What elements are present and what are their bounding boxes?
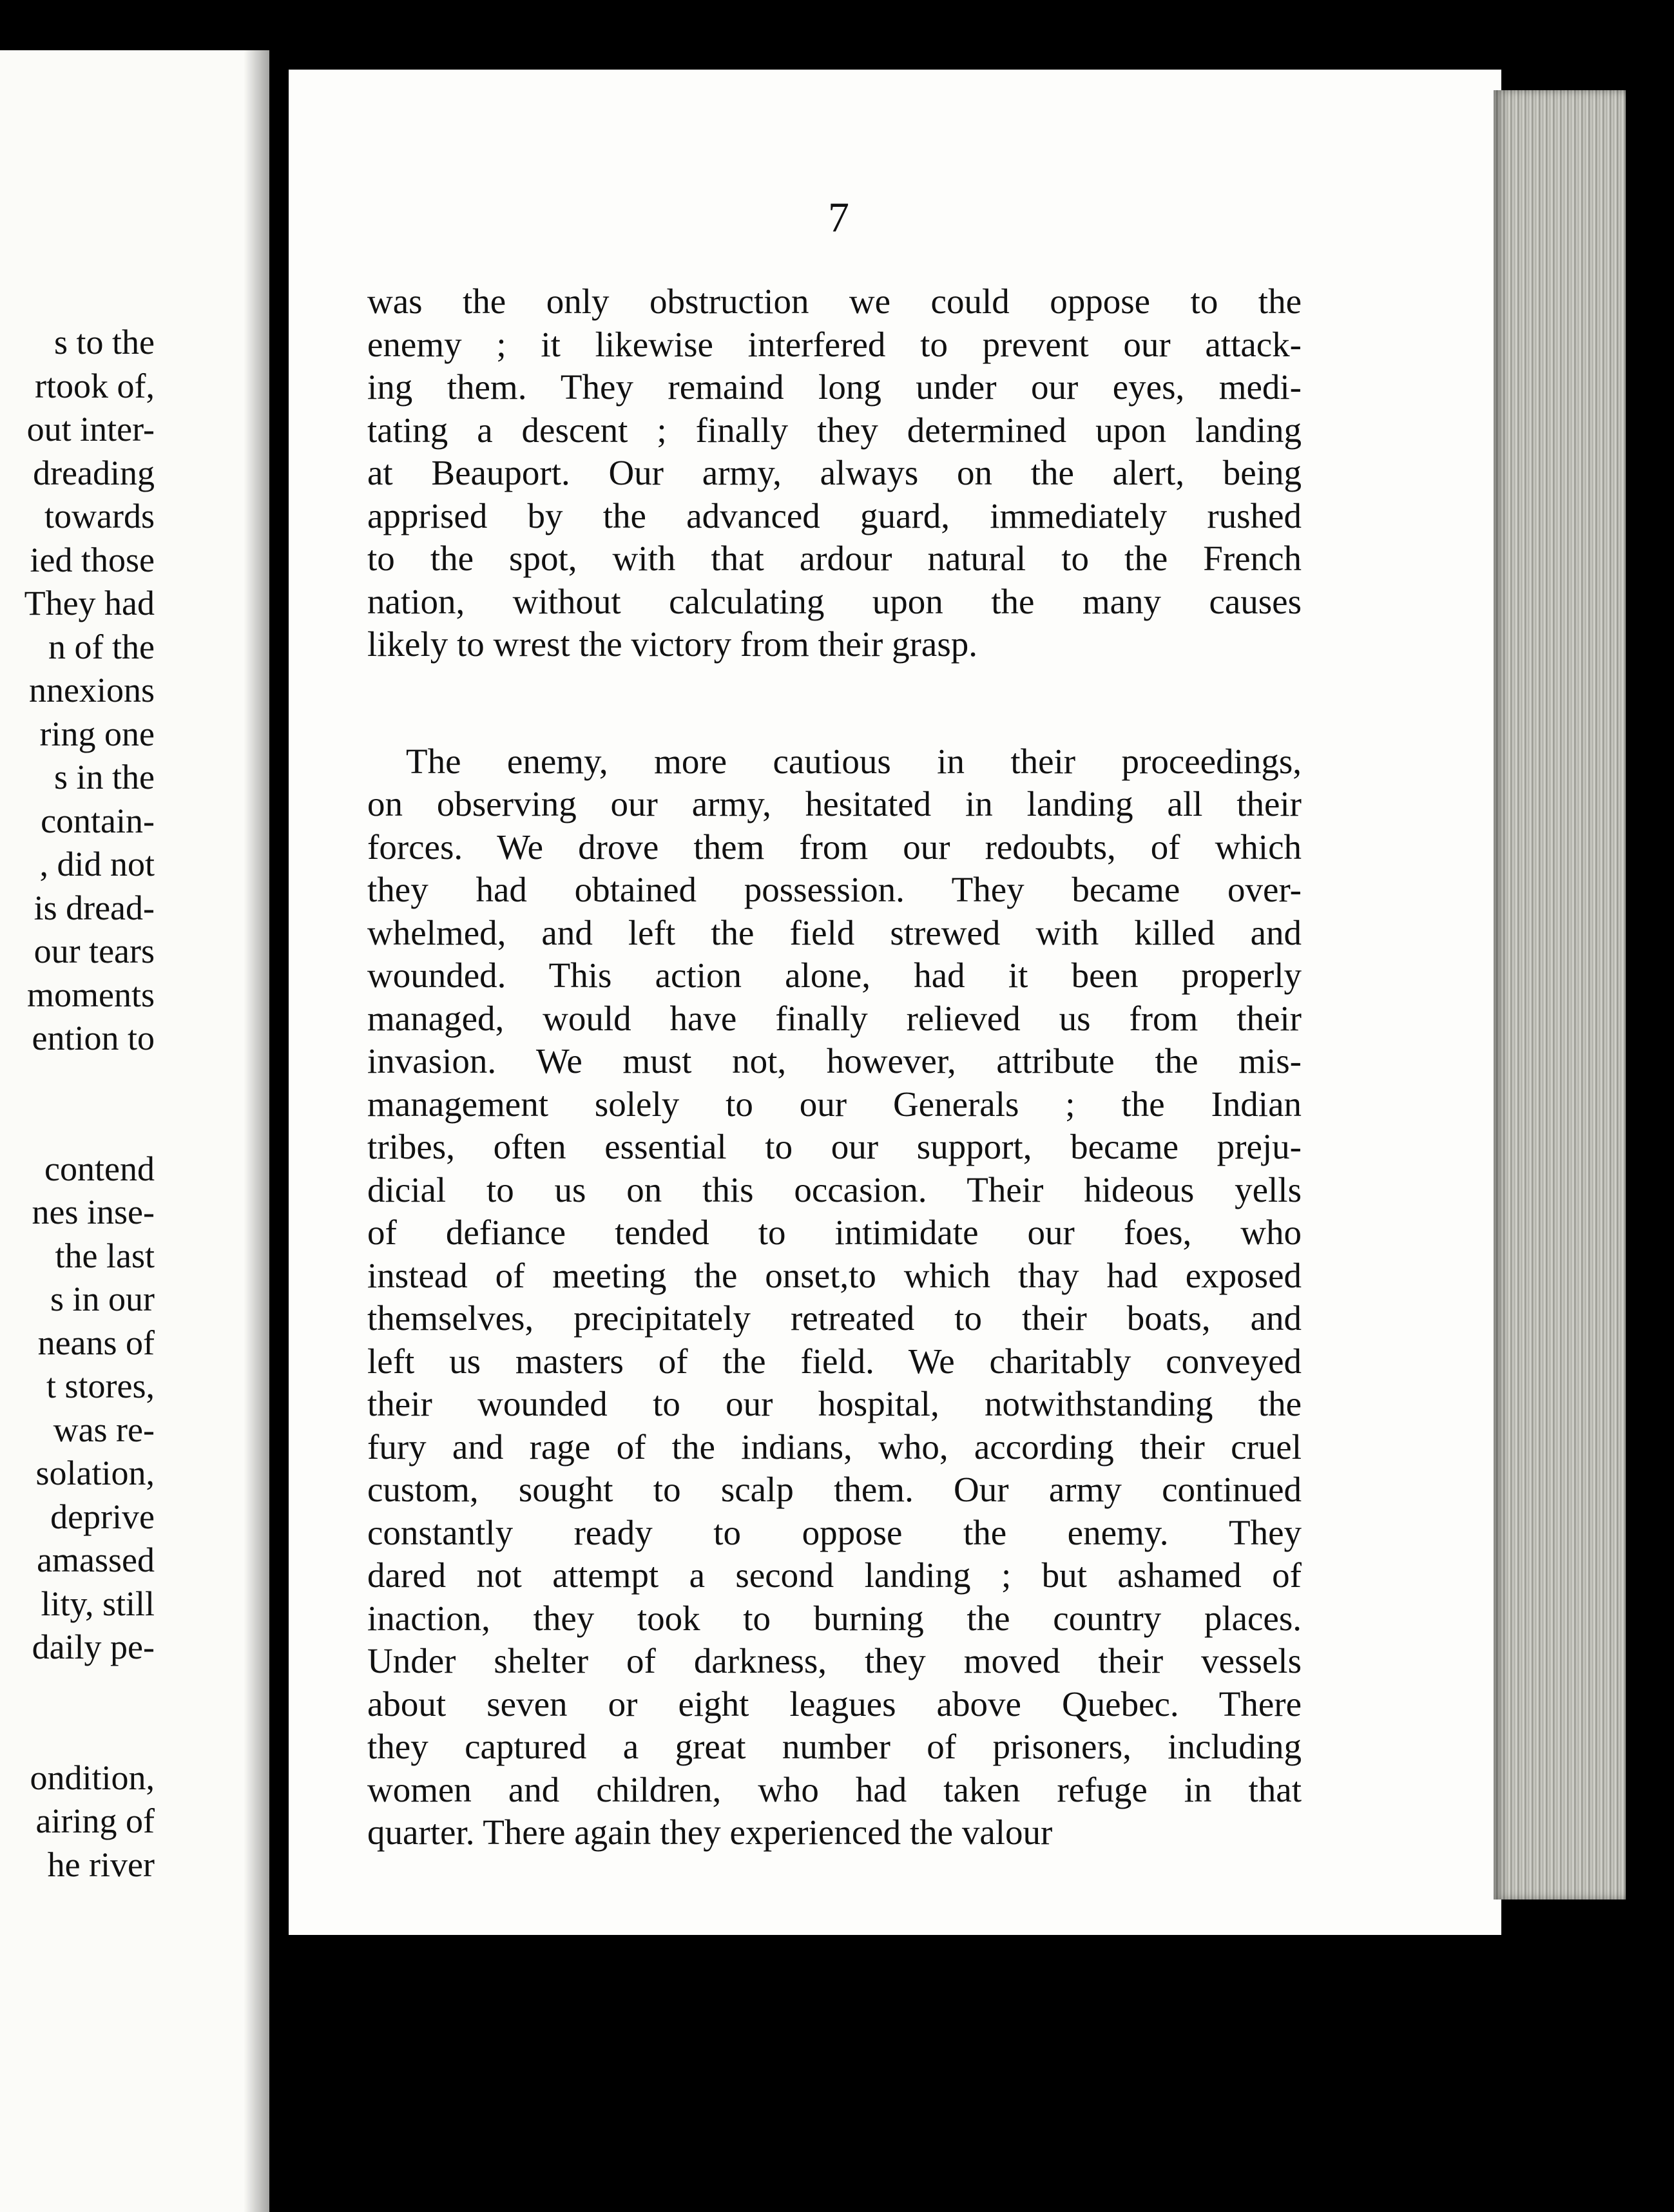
page-edge <box>1494 90 1626 1899</box>
left-page-line: t stores, <box>46 1367 155 1405</box>
left-page-line: s to the <box>54 323 155 361</box>
text-line: management solely to our Generals ; the Indian <box>367 1084 1302 1124</box>
left-page-line: our tears <box>34 932 155 970</box>
text-line: The enemy, more cautious in their proceedings, <box>406 741 1302 781</box>
text-line: wounded. This action alone, had it been properly <box>367 956 1302 995</box>
left-page-line <box>0 1061 155 1148</box>
text-line: themselves, precipitately retreated to their boats, and <box>367 1298 1302 1338</box>
left-page <box>0 50 269 2212</box>
left-page-line: nes inse- <box>32 1193 155 1231</box>
left-page-line: , did not <box>39 845 155 883</box>
text-line: forces. We drove them from our redoubts, of which <box>367 827 1302 867</box>
left-page-line <box>0 1669 155 1756</box>
text-line: of defiance tended to intimidate our foes, who <box>367 1213 1302 1252</box>
text-line: dared not attempt a second landing ; but ashamed of <box>367 1555 1302 1595</box>
text-line: whelmed, and left the field strewed with killed and <box>367 912 1302 952</box>
left-page-line: rtook of, <box>35 366 155 405</box>
text-line: nation, without calculating upon the many causes <box>367 581 1302 621</box>
text-line: tating a descent ; finally they determined upon landing <box>367 410 1302 450</box>
left-page-line: solation, <box>35 1454 155 1492</box>
text-line: custom, sought to scalp them. Our army continued <box>367 1470 1302 1509</box>
text-line: likely to wrest the victory from their grasp. <box>367 624 977 664</box>
left-page-line: contend <box>44 1149 155 1188</box>
text-line: invasion. We must not, however, attribute the mis- <box>367 1041 1302 1081</box>
paragraph-2 <box>367 740 1302 1854</box>
left-page-line: towards <box>44 497 155 535</box>
text-line: they had obtained possession. They became over- <box>367 870 1302 909</box>
text-line: managed, would have finally relieved us from their <box>367 998 1302 1038</box>
left-page-line: moments <box>27 975 155 1014</box>
text-line: women and children, who had taken refuge in that <box>367 1769 1302 1809</box>
text-line: left us masters of the field. We charitably conveyed <box>367 1341 1302 1381</box>
left-page-line: he river <box>47 1845 155 1884</box>
page-number: 7 <box>828 194 849 241</box>
text-line: their wounded to our hospital, notwithstanding the <box>367 1384 1302 1423</box>
gutter-shadow <box>244 50 269 2212</box>
left-page-line: s in our <box>50 1280 155 1318</box>
text-line: at Beauport. Our army, always on the alert, being <box>367 453 1302 492</box>
text-line: constantly ready to oppose the enemy. They <box>367 1512 1302 1552</box>
text-line: fury and rage of the indians, who, according their cruel <box>367 1427 1302 1467</box>
text-line: ing them. They remaind long under our eyes, medi- <box>367 367 1302 407</box>
left-page-line: amassed <box>37 1541 155 1579</box>
paragraph-1 <box>367 280 1302 666</box>
left-page-line: daily pe- <box>32 1628 155 1666</box>
text-line: apprised by the advanced guard, immediately rushed <box>367 495 1302 535</box>
text-line: Under shelter of darkness, they moved their vessels <box>367 1641 1302 1680</box>
left-page-line: is dread- <box>34 888 155 927</box>
text-line: enemy ; it likewise interfered to prevent our attack- <box>367 324 1302 364</box>
left-page-line: n of the <box>48 627 155 666</box>
text-line: inaction, they took to burning the country places. <box>367 1598 1302 1638</box>
body-text <box>367 280 1302 1854</box>
left-page-line: airing of <box>35 1802 155 1840</box>
left-page-text <box>0 321 155 1887</box>
text-line: dicial to us on this occasion. Their hideous yells <box>367 1169 1302 1209</box>
left-page-line: was re- <box>53 1410 155 1449</box>
left-page-line: s in the <box>54 758 155 796</box>
text-line: tribes, often essential to our support, became preju- <box>367 1127 1302 1166</box>
left-page-line: nnexions <box>29 671 155 709</box>
left-page-line: ention to <box>32 1019 155 1057</box>
left-page-line: contain- <box>41 801 155 840</box>
left-page-line: deprive <box>50 1497 155 1536</box>
left-page-line: ied those <box>30 540 155 579</box>
text-line: instead of meeting the onset,to which thay had exposed <box>367 1255 1302 1295</box>
text-line: quarter. There again they experienced the valour <box>367 1813 1053 1852</box>
left-page-line: ondition, <box>30 1758 155 1797</box>
left-page-line: neans of <box>37 1323 155 1362</box>
text-line: about seven or eight leagues above Quebec. There <box>367 1684 1302 1724</box>
left-page-line: lity, still <box>41 1584 155 1623</box>
left-page-line: dreading <box>33 453 155 492</box>
left-page-line: out inter- <box>26 410 155 448</box>
text-line: was the only obstruction we could oppose to the <box>367 282 1302 321</box>
left-page-line: the last <box>55 1236 155 1275</box>
text-line: they captured a great number of prisoners, including <box>367 1727 1302 1766</box>
text-line: to the spot, with that ardour natural to the French <box>367 539 1302 578</box>
left-page-line: ring one <box>39 714 155 753</box>
left-page-line: They had <box>24 584 155 622</box>
text-line: on observing our army, hesitated in landing all their <box>367 784 1302 823</box>
